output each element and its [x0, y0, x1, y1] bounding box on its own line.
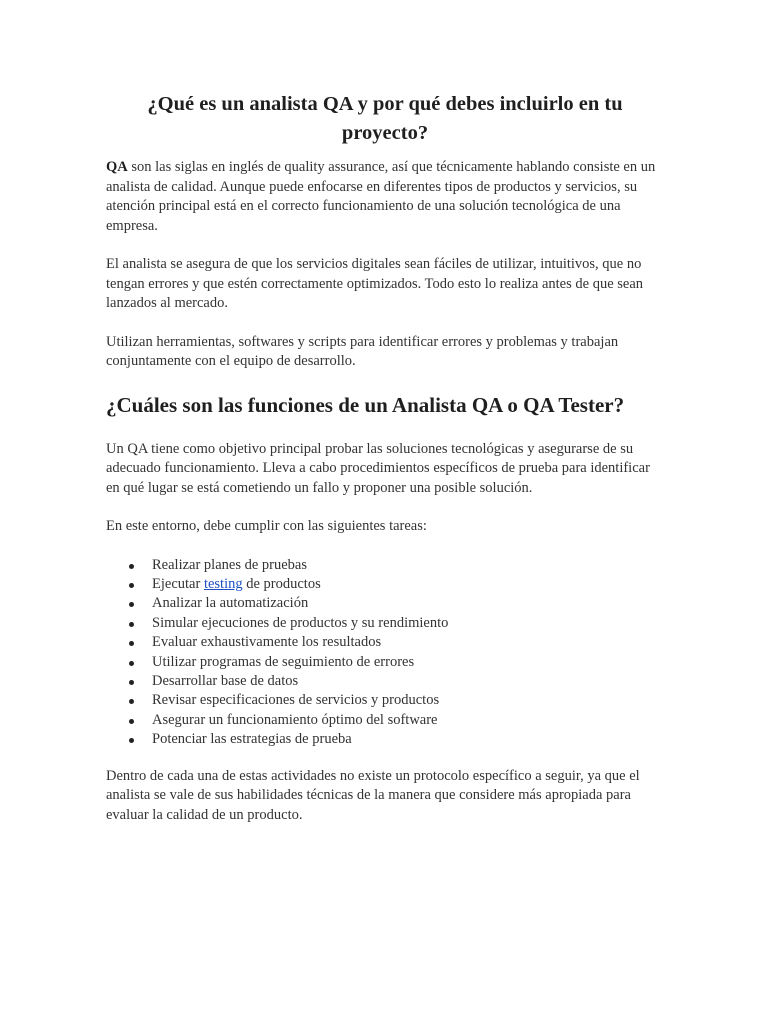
bullet-icon [129, 738, 134, 743]
list-item: Analizar la automatización [106, 594, 664, 613]
bullet-icon [129, 680, 134, 685]
bullet-icon [129, 602, 134, 607]
intro-text: son las siglas en inglés de quality assurance, así que técnicamente hablando consiste en un analista de calidad. Aunque puede enfocarse en diferentes tipos de productos y servicios, su atención principal está en el correcto funcionamiento de una solución tecnológica de una empresa. [106, 159, 656, 234]
bullet-icon [129, 719, 134, 724]
list-item: Utilizar programas de seguimiento de errores [106, 653, 664, 672]
list-item: Desarrollar base de datos [106, 672, 664, 691]
bullet-icon [129, 564, 134, 569]
list-item: Asegurar un funcionamiento óptimo del software [106, 711, 664, 730]
list-item: Potenciar las estrategias de prueba [106, 730, 664, 749]
bullet-icon [129, 699, 134, 704]
list-item: Revisar especificaciones de servicios y productos [106, 691, 664, 710]
bullet-icon [129, 641, 134, 646]
bullet-icon [129, 583, 134, 588]
paragraph-objective: Un QA tiene como objetivo principal probar las soluciones tecnológicas y asegurarse de su adecuado funcionamiento. Lleva a cabo procedimientos específicos de prueba para identificar en qué lugar se está cometiendo un fallo y proponer una posible solución. [106, 440, 650, 496]
paragraph-conclusion: Dentro de cada una de estas actividades no existe un protocolo específico a seguir, ya que el analista se vale de sus habilidades técnicas de la manera que considere más apropiada para evaluar la calidad de un producto. [106, 767, 640, 823]
bullet-icon [129, 661, 134, 666]
intro-paragraph [106, 158, 664, 236]
page-title: ¿Qué es un analista QA y por qué debes incluirlo en tu proyecto? [147, 93, 623, 144]
list-item: Realizar planes de pruebas [106, 556, 664, 575]
paragraph-tools: Utilizan herramientas, softwares y scripts para identificar errores y problemas y trabajan conjuntamente con el equipo de desarrollo. [106, 333, 619, 369]
bullet-icon [129, 622, 134, 627]
paragraph-analyst-role: El analista se asegura de que los servicios digitales sean fáciles de utilizar, intuitivos, que no tengan errores y que estén correctamente optimizados. Todo esto lo realiza antes de que sean lanzados al mercado. [106, 256, 644, 311]
qa-term: QA [106, 159, 128, 175]
task-list [106, 556, 664, 750]
list-item: Simular ejecuciones de productos y su rendimiento [106, 614, 664, 633]
paragraph-tasks-intro: En este entorno, debe cumplir con las siguientes tareas: [106, 518, 427, 534]
list-item: Ejecutar testing de productos [106, 575, 664, 594]
list-item: Evaluar exhaustivamente los resultados [106, 633, 664, 652]
testing-link[interactable]: testing [203, 575, 243, 592]
section-heading-functions: ¿Cuáles son las funciones de un Analista QA o QA Tester? [106, 392, 625, 417]
